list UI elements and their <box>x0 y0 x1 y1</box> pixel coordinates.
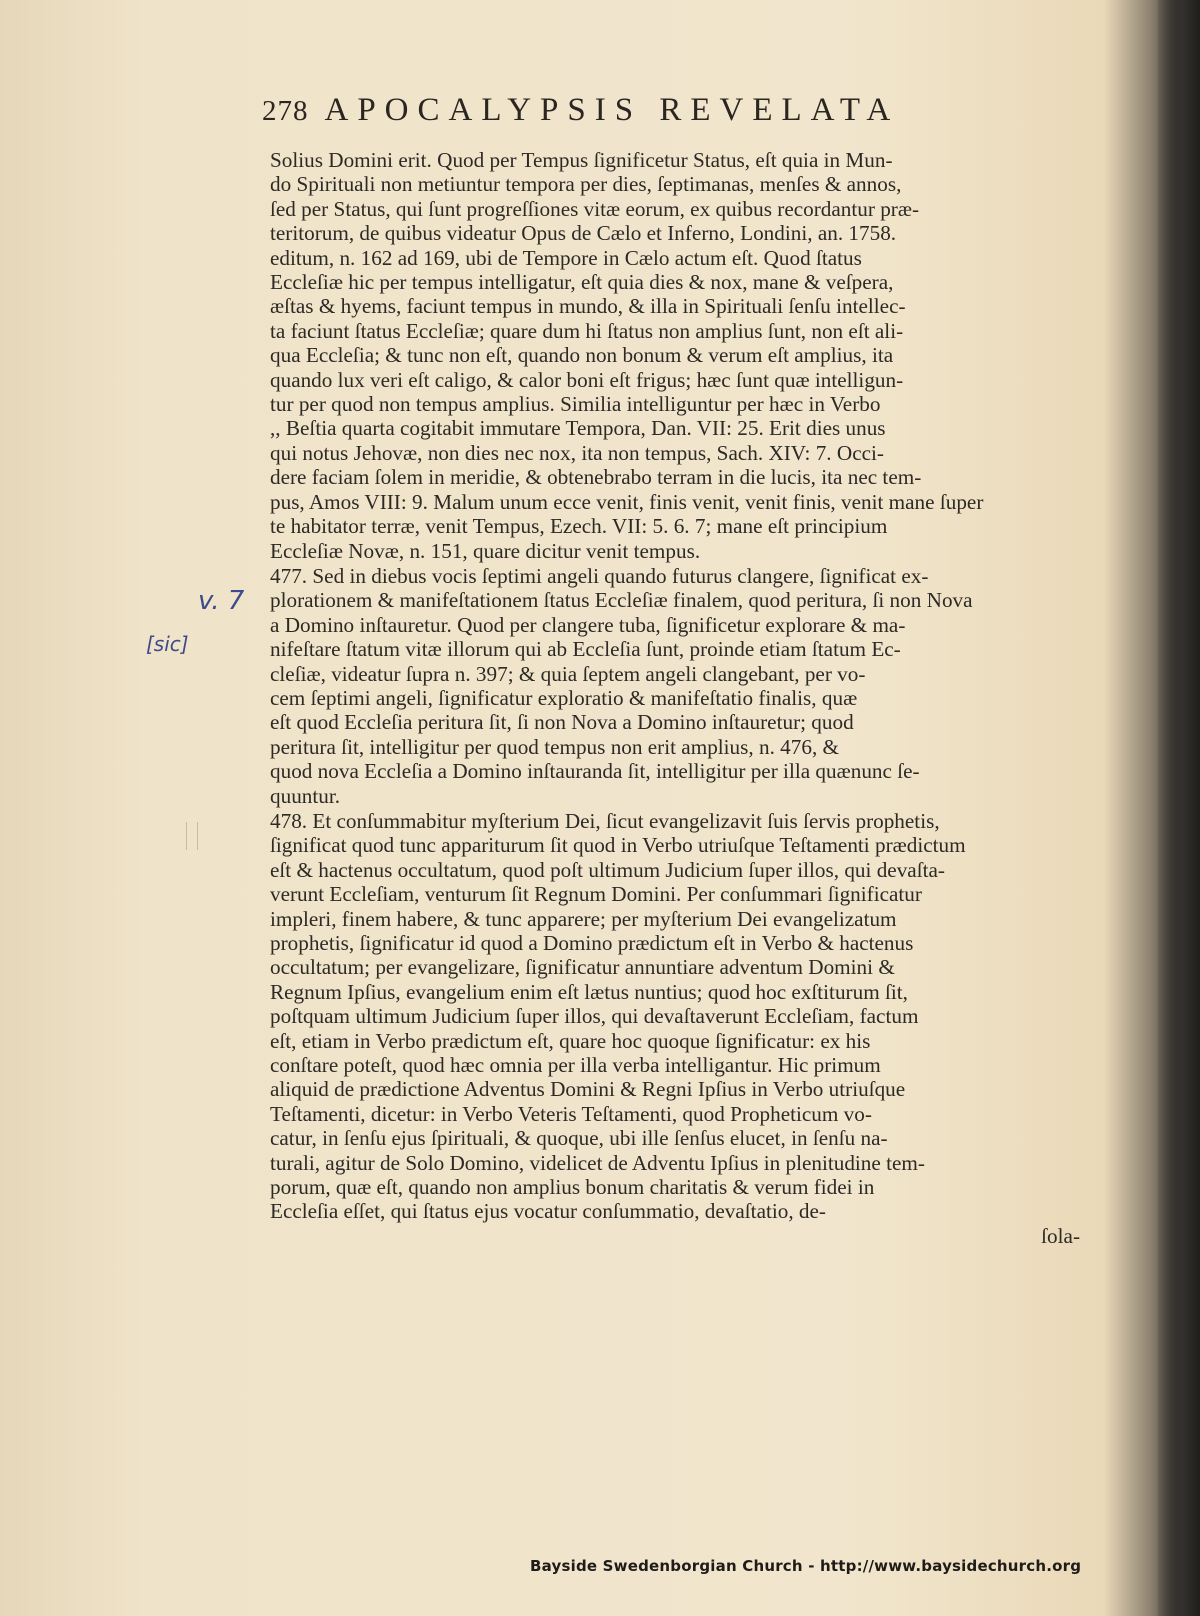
text-line: Regnum Ipſius, evangelium enim eſt lætus nuntius; quod hoc exſtiturum ſit, <box>270 979 908 1004</box>
text-line: prophetis, ſignificatur id quod a Domino prædictum eſt in Verbo & hactenus <box>270 931 914 955</box>
text-line: quando lux veri eſt caligo, & calor boni eſt frigus; hæc ſunt quæ intelligun- <box>270 367 904 392</box>
text-line: aliquid de prædictione Adventus Domini & Regni Ipſius in Verbo utriuſque <box>270 1077 906 1102</box>
text-line: 478. Et conſummabitur myſterium Dei, ſicut evangelizavit ſuis ſervis prophetis, <box>270 808 940 833</box>
text-line: do Spirituali non metiuntur tempora per dies, ſeptimanas, menſes & annos, <box>270 172 902 197</box>
text-line: Eccleſiæ hic per tempus intelligatur, eſt quia dies & nox, mane & veſpera, <box>270 270 894 295</box>
text-line: Eccleſiæ Novæ, n. 151, quare dicitur venit tempus. <box>270 538 701 563</box>
margin-note-sic: [sic] <box>146 632 189 656</box>
text-line: te habitator terræ, venit Tempus, Ezech. VII: 5. 6. 7; mane eſt principium <box>270 514 888 539</box>
text-line: eſt, etiam in Verbo prædictum eſt, quare hoc quoque ſignificatur: ex his <box>270 1028 871 1053</box>
text-line: porum, quæ eſt, quando non amplius bonum charitatis & verum fidei in <box>270 1175 875 1200</box>
text-line: peritura ſit, intelligitur per quod tempus non erit amplius, n. 476, & <box>270 734 840 759</box>
text-line: ſed per Status, qui ſunt progreſſiones vitæ eorum, ex quibus recordantur præ- <box>270 196 920 221</box>
running-head: APOCALYPSIS REVELATA <box>324 92 900 128</box>
text-line: impleri, finem habere, & tunc apparere; per myſterium Dei evangelizatum <box>270 906 897 931</box>
book-spine-edge <box>1158 0 1200 1616</box>
text-line: Solius Domini erit. Quod per Tempus ſignificetur Status, eſt quia in Mun- <box>270 148 893 172</box>
text-line: occultatum; per evangelizare, ſignificatur annuntiare adventum Domini & <box>270 955 895 980</box>
text-line: eſt & hactenus occultatum, quod poſt ultimum Judicium ſuper illos, qui devaſta- <box>270 857 945 882</box>
text-line: ta faciunt ſtatus Eccleſiæ; quare dum hi ſtatus non amplius ſunt, non eſt ali- <box>270 318 904 343</box>
text-line: editum, n. 162 ad 169, ubi de Tempore in Cælo actum eſt. Quod ſtatus <box>270 245 862 270</box>
text-line: æſtas & hyems, faciunt tempus in mundo, & illa in Spirituali ſenſu intellec- <box>270 294 906 319</box>
text-line: Eccleſia eſſet, qui ſtatus ejus vocatur conſummatio, devaſtatio, de- <box>270 1199 826 1224</box>
margin-note-verse: v. 7 <box>198 586 245 616</box>
page-header <box>262 92 1042 129</box>
text-line: verunt Eccleſiam, venturum ſit Regnum Domini. Per conſummari ſignificatur <box>270 882 922 907</box>
text-line: ,, Beſtia quarta cogitabit immutare Tempora, Dan. VII: 25. Erit dies unus <box>270 416 886 441</box>
paragraph-476-continuation <box>270 148 1080 563</box>
footer-credit: Bayside Swedenborgian Church - http://www.baysidechurch.org <box>530 1557 1082 1575</box>
text-line: ſignificat quod tunc appariturum ſit quod in Verbo utriuſque Teſtamenti prædictum <box>270 833 966 858</box>
page-body <box>270 148 1080 1248</box>
text-line: quuntur. <box>270 783 341 808</box>
text-line: Teſtamenti, dicetur: in Verbo Veteris Teſtamenti, quod Propheticum vo- <box>270 1101 872 1126</box>
text-line: plorationem & manifeſtationem ſtatus Eccleſiæ finalem, quod peritura, ſi non Nova <box>270 588 973 613</box>
text-line: 477. Sed in diebus vocis ſeptimi angeli quando futurus clangere, ſignificat ex- <box>270 563 929 588</box>
text-line: quod nova Eccleſia a Domino inſtauranda ſit, intelligitur per illa quænunc ſe- <box>270 759 920 784</box>
pencil-mark <box>186 822 198 850</box>
text-line: eſt quod Eccleſia peritura ſit, ſi non Nova a Domino inſtauretur; quod <box>270 710 854 735</box>
paragraph-478 <box>270 809 1080 1224</box>
text-line: conſtare poteſt, quod hæc omnia per illa verba intelligantur. Hic primum <box>270 1053 881 1078</box>
text-line: teritorum, de quibus videatur Opus de Cælo et Inferno, Londini, an. 1758. <box>270 221 897 246</box>
text-line: nifeſtare ſtatum vitæ illorum qui ab Eccleſia ſunt, proinde etiam ſtatum Ec- <box>270 637 901 662</box>
text-line: turali, agitur de Solo Domino, videlicet de Adventu Ipſius in plenitudine tem- <box>270 1150 925 1175</box>
text-line: cleſiæ, videatur ſupra n. 397; & quia ſeptem angeli clangebant, per vo- <box>270 661 866 686</box>
text-line: dere faciam ſolem in meridie, & obtenebrabo terram in die lucis, ita nec tem- <box>270 465 922 490</box>
catchword: ſola- <box>1041 1223 1080 1248</box>
text-line: a Domino inſtauretur. Quod per clangere tuba, ſignificetur explorare & ma- <box>270 612 906 637</box>
text-line: pus, Amos VIII: 9. Malum unum ecce venit, finis venit, venit finis, venit mane ſuper <box>270 489 984 514</box>
text-line: cem ſeptimi angeli, ſignificatur exploratio & manifeſtatio finalis, quæ <box>270 685 858 710</box>
text-line: catur, in ſenſu ejus ſpirituali, & quoque, ubi ille ſenſus elucet, in ſenſu na- <box>270 1126 888 1151</box>
text-line: tur per quod non tempus amplius. Similia intelliguntur per hæc in Verbo <box>270 392 881 417</box>
text-line: poſtquam ultimum Judicium ſuper illos, qui devaſtaverunt Eccleſiam, factum <box>270 1004 919 1029</box>
page-number: 278 <box>262 95 309 127</box>
text-line: qua Eccleſia; & tunc non eſt, quando non bonum & verum eſt amplius, ita <box>270 343 894 368</box>
text-line: qui notus Jehovæ, non dies nec nox, ita non tempus, Sach. XIV: 7. Occi- <box>270 440 884 465</box>
paragraph-477 <box>270 564 1080 808</box>
